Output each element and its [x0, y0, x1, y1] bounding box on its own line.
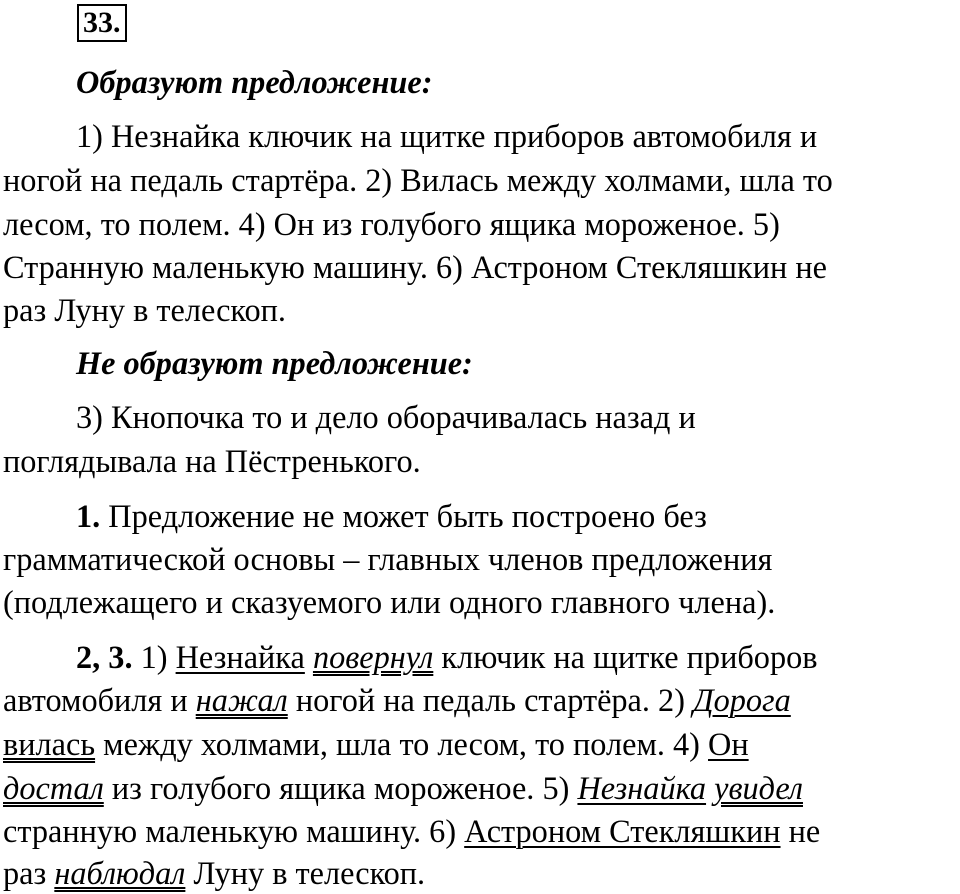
text-segment: [706, 770, 714, 806]
text-segment: из голубого ящика мороженое. 5): [103, 770, 578, 806]
answer-23-line-2: [3, 680, 791, 720]
not-forms-line-1: 3) Кнопочка то и дело оборачивалась назад и: [76, 399, 696, 435]
not-forms-line-2: поглядывала на Пёстренького.: [3, 443, 421, 479]
text-segment: раз: [3, 855, 55, 891]
heading-not-forms-sentence: Не образуют предложение:: [76, 345, 473, 381]
subject-underline: Незнайка: [175, 639, 305, 675]
text-segment: ногой на педаль стартёра. 2): [287, 682, 694, 718]
heading-forms-sentence: Образуют предложение:: [76, 64, 433, 100]
answer-1-text: Предложение не может быть построено без: [100, 498, 707, 534]
predicate-underline: нажал: [195, 682, 288, 718]
text-segment: странную маленькую машину. 6): [3, 813, 465, 849]
answer-1-line-3: (подлежащего и сказуемого или одного главного члена).: [3, 584, 776, 620]
answer-1-line-2: грамматической основы – главных членов предложения: [3, 541, 773, 577]
predicate-underline: увидел: [714, 770, 803, 806]
answer-23-label: 2, 3.: [76, 639, 133, 675]
subject-underline: Астроном Стекляшкин: [464, 813, 781, 849]
predicate-underline: достал: [3, 770, 104, 806]
text-segment: Луну в телескоп.: [185, 855, 426, 891]
answer-1-line-1: [76, 496, 707, 536]
answer-23-line-4: [3, 768, 803, 808]
text-segment: [305, 639, 313, 675]
forms-line-4: Странную маленькую машину. 6) Астроном Стекляшкин не: [3, 249, 827, 285]
predicate-underline: наблюдал: [54, 855, 186, 891]
forms-line-2: ногой на педаль стартёра. 2) Вилась между холмами, шла то: [3, 162, 833, 198]
text-segment: автомобиля и: [3, 682, 196, 718]
predicate-underline: повернул: [312, 639, 434, 675]
answer-23-line-3: [3, 724, 749, 764]
subject-underline: Дорога: [693, 682, 791, 718]
text-segment: между холмами, шла то лесом, то полем. 4): [95, 726, 709, 762]
text-segment: 1): [132, 639, 176, 675]
answer-23-line-5: [3, 811, 820, 851]
forms-line-3: лесом, то полем. 4) Он из голубого ящика мороженое. 5): [3, 206, 780, 242]
answer-1-label: 1.: [76, 498, 101, 534]
subject-underline: Он: [708, 726, 749, 762]
forms-line-5: раз Луну в телескоп.: [3, 292, 286, 328]
text-segment: ключик на щитке приборов: [433, 639, 818, 675]
answer-23-line-6: [3, 853, 425, 893]
exercise-number: 33.: [77, 4, 127, 42]
answer-23-line-1: [76, 637, 817, 677]
text-segment: не: [780, 813, 821, 849]
subject-underline: Незнайка: [577, 770, 707, 806]
predicate-underline: вилась: [3, 726, 96, 762]
forms-line-1: 1) Незнайка ключик на щитке приборов автомобиля и: [76, 118, 818, 154]
